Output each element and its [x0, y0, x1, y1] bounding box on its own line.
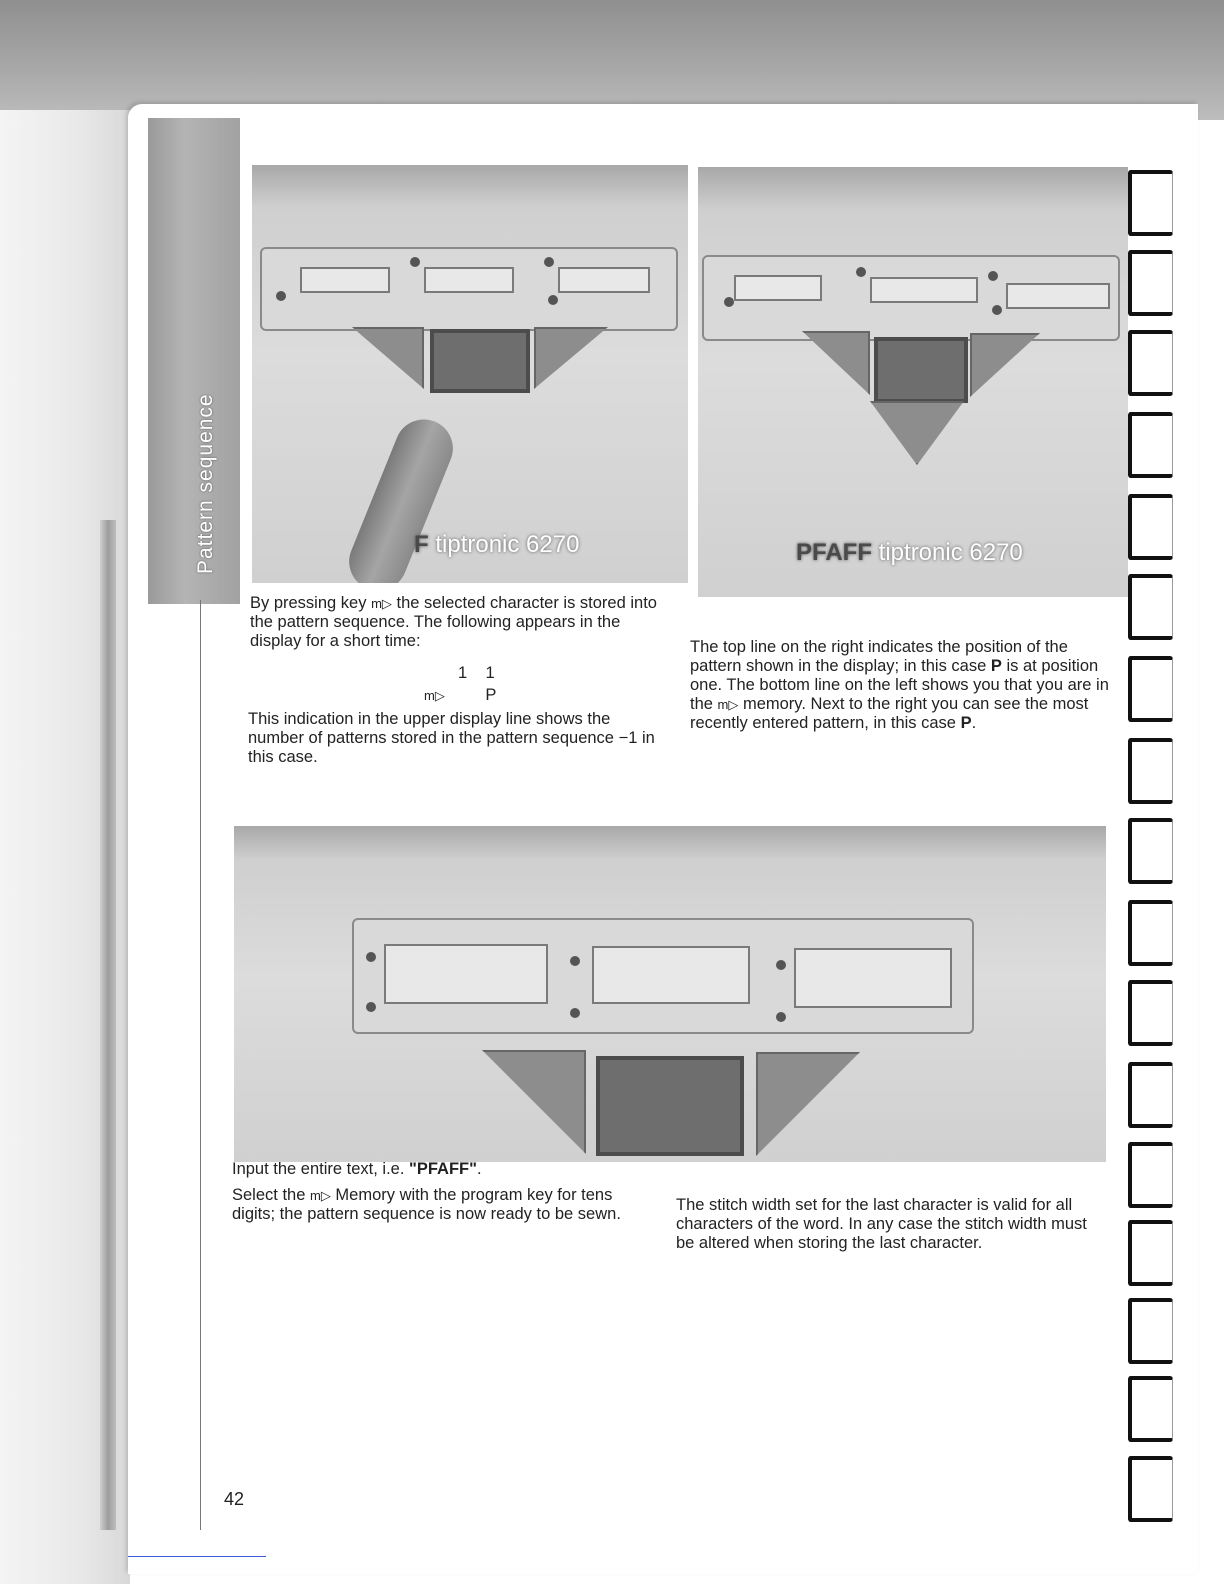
text-fragment: . [476, 1160, 482, 1178]
memory-key-icon: m▷ [371, 596, 392, 611]
plus-minus-button-left [352, 327, 424, 389]
text-fragment: is at position one. The bottom line on the left shows you that you are in the [690, 657, 1109, 713]
example-word: "PFAFF" [409, 1160, 477, 1178]
text-fragment: the selected character is stored into the pattern sequence. The following appears in the display for a short time: [250, 594, 657, 650]
indicator-led [992, 305, 1002, 315]
indicator-led [776, 1012, 786, 1022]
binding-ring [1128, 494, 1173, 560]
indicator-led [724, 297, 734, 307]
binding-ring [1128, 1062, 1173, 1128]
plus-minus-button-right [970, 333, 1040, 397]
memory-button [870, 401, 964, 465]
stitch-length-slot [734, 275, 822, 301]
binding-ring [1128, 1220, 1173, 1286]
model-name: tiptronic 6270 [435, 531, 580, 558]
binding-ring [1128, 980, 1173, 1046]
indicator-led [988, 271, 998, 281]
tension-slot [1006, 283, 1110, 309]
instruction-input-text [232, 1160, 652, 1179]
scan-artifact-line [128, 1556, 266, 1557]
indicator-led [366, 952, 376, 962]
plus-minus-button-right [756, 1052, 860, 1156]
brand-label [796, 539, 1023, 567]
memory-key-icon: m▷ [309, 1188, 331, 1203]
memory-key-icon: m▷ [424, 688, 445, 703]
photo-control-panel-pressing-key [252, 165, 688, 583]
indicator-led [544, 257, 554, 267]
pattern-letter: P [990, 657, 1002, 675]
stitch-width-slot [592, 946, 750, 1004]
binding-ring [1128, 574, 1173, 640]
scan-shadow-top [0, 0, 1224, 120]
section-tab-label: Pattern sequence [194, 393, 217, 574]
indicator-led [366, 1002, 376, 1012]
binding-ring [1128, 170, 1173, 236]
text-fragment: . [971, 714, 977, 732]
brand-label [414, 531, 579, 559]
binding-ring [1128, 738, 1173, 804]
scan-edge-strip [100, 520, 116, 1530]
binding-ring [1128, 1376, 1173, 1442]
binding-ring [1128, 1298, 1173, 1364]
plus-minus-button-left [482, 1050, 586, 1154]
display-readout-top-line: 1 1 [458, 664, 495, 682]
stitch-width-slot [870, 277, 978, 303]
paragraph-stitch-width: The stitch width set for the last character is valid for all characters of the word. In any case the stitch width must be altered when storing the last character. [676, 1196, 1087, 1252]
tension-slot [794, 948, 952, 1008]
display-readout-bottom-line [424, 686, 496, 705]
paragraph-indication: This indication in the upper display line shows the number of patterns stored in the pattern sequence −1 in this case. [248, 710, 655, 766]
indicator-led [856, 267, 866, 277]
photo-control-panel-memory [698, 167, 1128, 597]
indicator-led [570, 956, 580, 966]
binding-ring [1128, 412, 1173, 478]
indicator-led [276, 291, 286, 301]
text-fragment: Input the entire text, i.e. [232, 1160, 405, 1178]
indicator-led [776, 960, 786, 970]
lcd-display [874, 337, 968, 403]
photo-control-panel-pfaff-display [234, 826, 1106, 1162]
text-fragment: memory. Next to the right you can see the most recently entered pattern, in this case [690, 695, 1089, 732]
brand-prefix: PFAFF [796, 539, 872, 566]
indicator-led [548, 295, 558, 305]
binding-ring [1128, 900, 1173, 966]
paragraph-store-character [250, 594, 674, 651]
binding-ring [1128, 330, 1173, 396]
binding-ring [1128, 1142, 1173, 1208]
binding-ring [1128, 818, 1173, 884]
plus-minus-button-left [802, 331, 870, 395]
memory-key-icon: m▷ [717, 697, 739, 712]
binding-ring [1128, 1456, 1173, 1522]
stitch-width-slot [424, 267, 514, 293]
stitch-length-slot [300, 267, 390, 293]
binding-ring [1128, 250, 1173, 316]
stitch-length-slot [384, 944, 548, 1004]
page-number: 42 [224, 1489, 245, 1509]
brand-prefix: F [414, 531, 429, 558]
spiral-binding [1124, 150, 1186, 1570]
paragraph-top-line-position [690, 638, 1118, 733]
lcd-display [430, 329, 530, 393]
pattern-letter: P [960, 714, 972, 732]
paragraph-select-memory [232, 1186, 638, 1224]
binding-ring [1128, 656, 1173, 722]
display-character: P [485, 686, 497, 704]
text-fragment: Memory with the program key for tens digits; the pattern sequence is now ready to be sewn. [232, 1186, 621, 1223]
indicator-led [410, 257, 420, 267]
text-fragment: Select the [232, 1186, 306, 1204]
tension-slot [558, 267, 650, 293]
text-fragment: By pressing key [250, 594, 367, 612]
lcd-display [596, 1056, 744, 1156]
margin-rule [200, 600, 201, 1530]
plus-minus-button-right [534, 327, 608, 389]
model-name: tiptronic 6270 [878, 539, 1023, 566]
text-fragment: The top line on the right indicates the position of the pattern shown in the display; in this case [690, 638, 1068, 675]
indicator-led [570, 1008, 580, 1018]
